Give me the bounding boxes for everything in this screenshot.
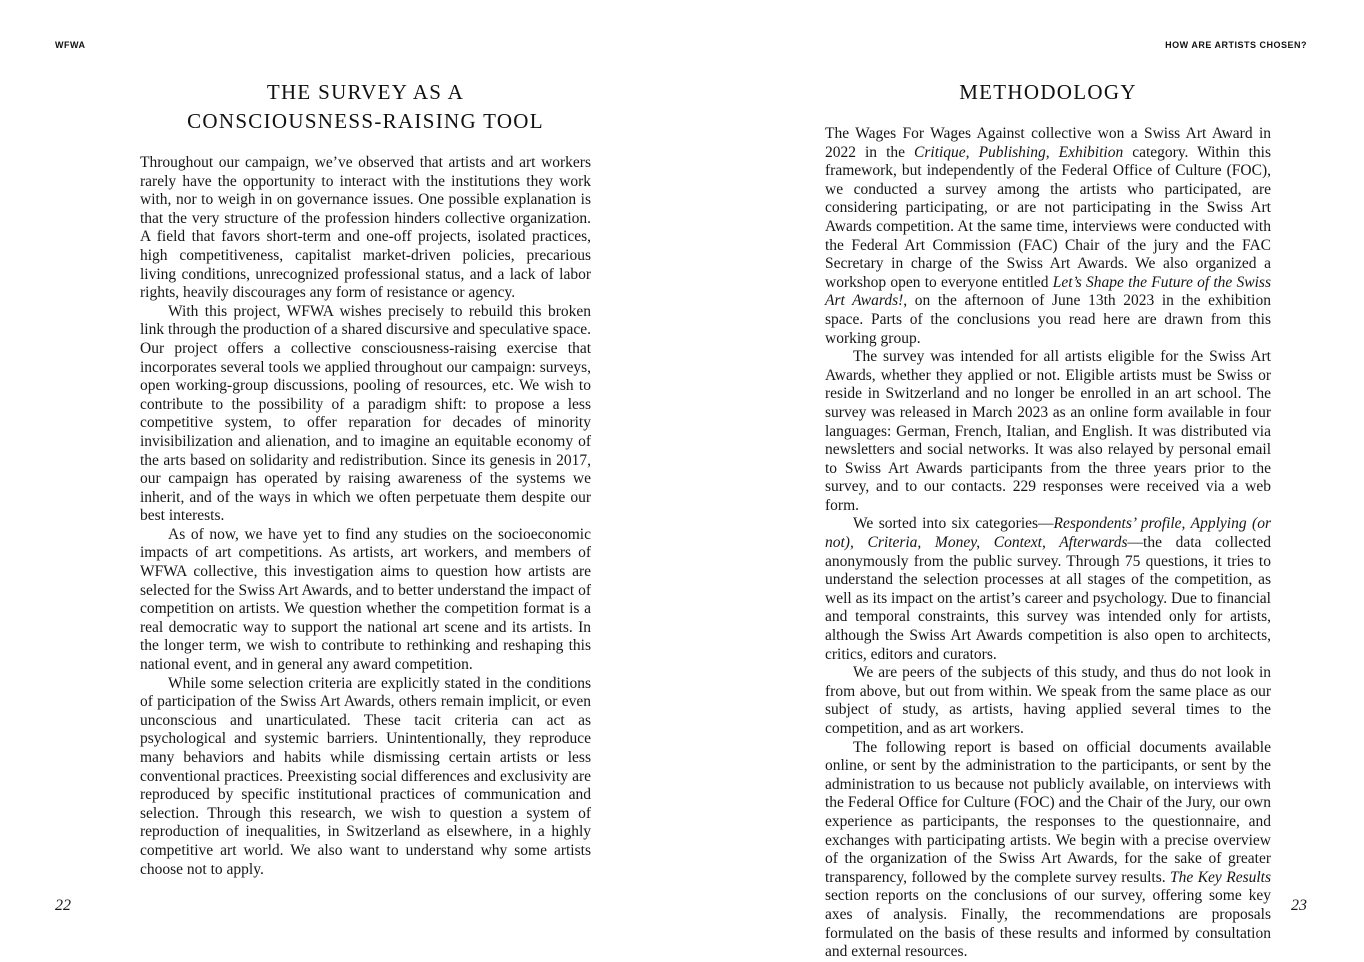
italic-text-run: Critique, Publishing, Exhibition — [914, 143, 1124, 161]
text-run: With this project, WFWA wishes precisely to rebuild this broken link through the production of a shared discursive and speculative space. Our project offers a collective consciousness-raising exercise that incorporates several tools we applied throughout our campaign: surveys, open working-group discussions, pooling of resources, etc. We wish to contribute to the possibility of a paradigm shift: to propose a less competitive system, to offer reparation for decades of minority invisibilization and alienation, and to imagine an equitable economy of the arts based on solidarity and redistribution. Since its genesis in 2017, our campaign has operated by raising awareness of the systems we inherit, and of the ways in which we often perpetuate them despite our best interests. — [140, 302, 591, 525]
text-run: While some selection criteria are explicitly stated in the conditions of participation of the Swiss Art Awards, others remain implicit, or even unconscious and unarticulated. These tacit criteria can act as psychological and systemic barriers. Unintentionally, they reproduce many behaviors and habits while dismissing certain artists or less conventional practices. Preexisting social differences and exclusivity are reproduced by specific institutional practices of communication and selection. Through this research, we wish to question a system of reproduction of inequalities, in Switzerland as elsewhere, in a highly competitive art world. We also want to understand why some artists choose not to apply. — [140, 674, 591, 878]
paragraph — [140, 526, 591, 675]
page-number: 22 — [55, 897, 71, 914]
running-head: HOW ARE ARTISTS CHOSEN? — [1165, 40, 1307, 50]
running-head: WFWA — [55, 40, 86, 50]
page-left — [0, 0, 682, 949]
paragraph — [140, 303, 591, 526]
italic-text-run: The Key Results — [1170, 868, 1272, 886]
text-run: As of now, we have yet to find any studies on the socioeconomic impacts of art competitions. As artists, art workers, and members of WFWA collective, this investigation aims to question how artists are selected for the Swiss Art Awards, and to better understand the impact of competition on artists. We question whether the competition format is a real democratic way to support the national art scene and its artists. In the longer term, we wish to contribute to rethinking and reshaping this national event, and in general any award competition. — [140, 525, 591, 674]
text-run: Throughout our campaign, we’ve observed that artists and art workers rarely have the opportunity to interact with the institutions they work with, nor to weigh in on governance issues. One possible explanation is that the very structure of the profession hinders collective organization. A field that favors short-term and one-off projects, isolated practices, high competitiveness, capitalist market-driven policies, precarious living conditions, unrecognized professional status, and a lack of labor rights, heavily discourages any form of resistance or agency. — [140, 154, 591, 302]
text-run: —the data collected anonymously from the public survey. Through 75 questions, it tries to understand the selection processes at all stages of the competition, as well as its impact on the artist’s career and psychology. Due to financial and temporal constraints, this survey was intended only for artists, although the Swiss Art Awards competition is also open to architects, critics, editors and curators. — [825, 534, 1271, 663]
text-run: We sorted into six categories— — [853, 515, 1054, 533]
page-content — [140, 78, 591, 879]
italic-text-run: Respondents’ profile, Applying (or not), Criteria, Money, Context, Afterwards — [825, 515, 1271, 552]
italic-text-run: Let’s Shape the Future of the Swiss Art Awards! — [825, 273, 1271, 310]
text-run: The survey was intended for all artists eligible for the Swiss Art Awards, whether they applied or not. Eligible artists must be Swiss or reside in Switzerland and no longer be enrolled in an art school. The survey was released in March 2023 as an online form available in four languages: German, French, Italian, and English. It was distributed via newsletters and social networks. It was also relayed by personal email to Swiss Art Awards participants from the three years prior to the survey, and to our contacts. 229 responses were received via a web form. — [825, 348, 1271, 514]
page-body — [140, 154, 591, 879]
text-run: section reports on the conclusions of our survey, offering some key axes of analysis. Finally, the recommendations are proposals formulated on the basis of these results and informed by consultation and external resources. — [825, 887, 1271, 961]
page-title-line: METHODOLOGY — [959, 80, 1137, 104]
page-content — [825, 78, 1271, 962]
paragraph — [825, 664, 1271, 738]
paragraph — [825, 515, 1271, 664]
page-title-line: CONSCIOUSNESS-RAISING TOOL — [187, 109, 544, 133]
page-number: 23 — [1291, 897, 1307, 914]
text-run: , on the afternoon of June 13th 2023 in the exhibition space. Parts of the conclusions you read here are drawn from this working group. — [825, 292, 1271, 347]
paragraph — [825, 125, 1271, 348]
paragraph — [825, 348, 1271, 515]
page-title — [825, 78, 1271, 107]
paragraph — [140, 154, 591, 303]
paragraph — [825, 739, 1271, 962]
page-right — [682, 0, 1364, 961]
paragraph — [140, 675, 591, 880]
page-title — [140, 78, 591, 136]
text-run: The Wages For Wages Against collective won a Swiss Art Award in 2022 in the — [825, 125, 1271, 161]
text-run: category. Within this framework, but independently of the Federal Office of Culture (FOC), we conducted a survey among the artists who participated, are considering participating, or are not participating in the Swiss Art Awards competition. At the same time, interviews were conducted with the Federal Art Commission (FAC) Chair of the jury and the FAC Secretary in charge of the Swiss Art Awards. We also organized a workshop open to everyone entitled — [825, 143, 1271, 291]
page-body — [825, 125, 1271, 962]
page-title-line: THE SURVEY AS A — [266, 80, 465, 104]
text-run: We are peers of the subjects of this study, and thus do not look in from above, but out from within. We speak from the same place as our subject of study, as artists, having applied several times to the competition, and as art workers. — [825, 664, 1271, 737]
text-run: The following report is based on official documents available online, or sent by the administration to the participants, or sent by the administration to us because not publicly available, on interviews with the Federal Office for Culture (FOC) and the Chair of the Jury, our own experience as participants, the responses to the questionnaire, and exchanges with participating artists. We begin with a precise overview of the organization of the Swiss Art Awards, for the sake of greater transparency, followed by the complete survey results. — [825, 738, 1271, 886]
